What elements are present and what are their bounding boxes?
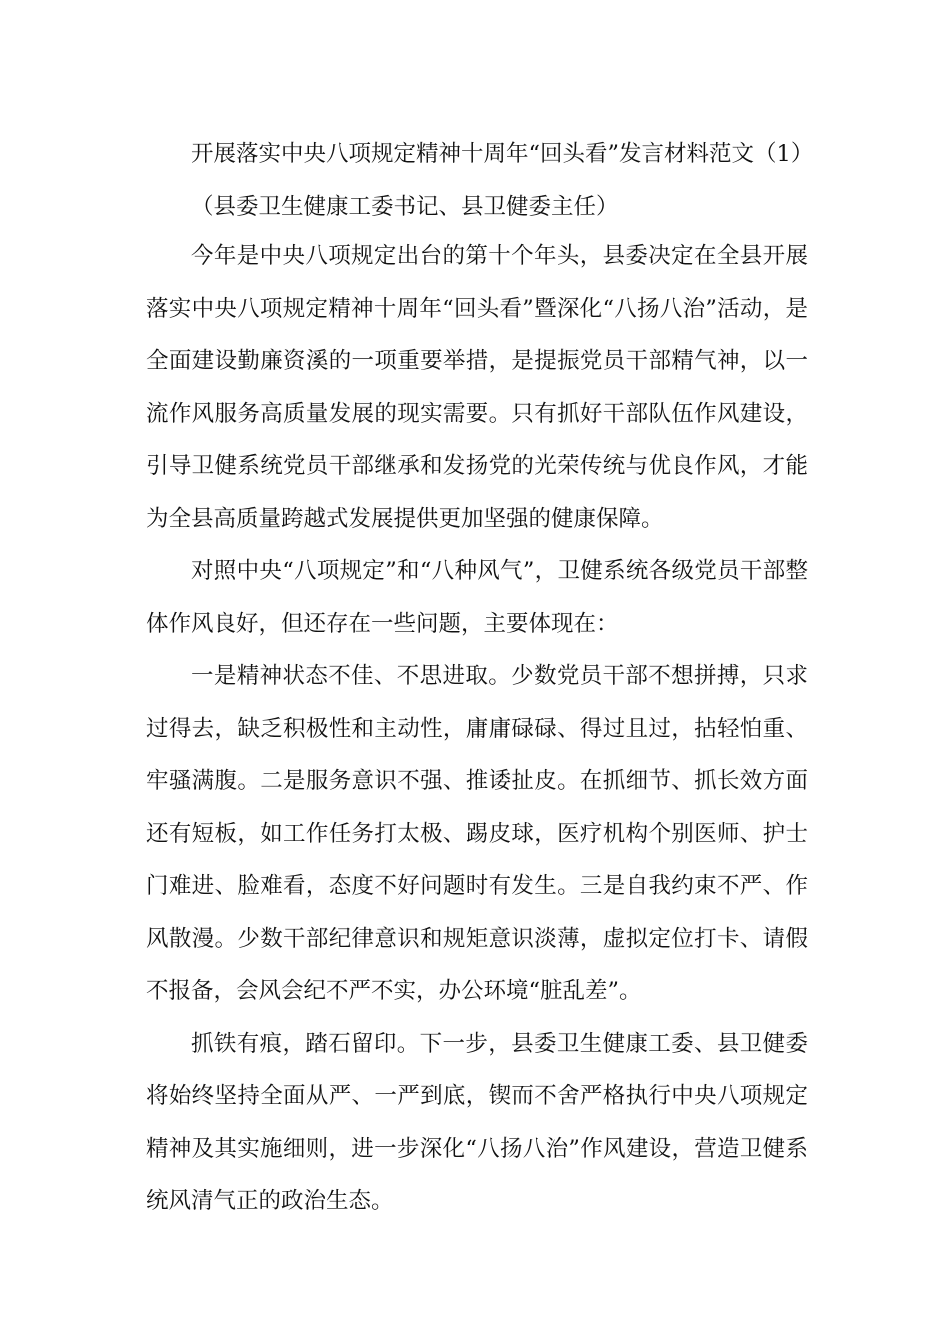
document-subtitle: （县委卫生健康工委书记、县卫健委主任） — [191, 194, 619, 220]
document-page — [146, 132, 814, 1228]
paragraph-intro: 今年是中央八项规定出台的第十个年头，县委决定在全县开展落实中央八项规定精神十周年“回头看”暨深化“八扬八治”活动，是全面建设勤廉资溪的一项重要举措，是提振党员干部精气神，以一流作风服务高质量发展的现实需要。只有抓好干部队伍作风建设，引导卫健系统党员干部继承和发扬党的光荣传统与优良作风，才能为全县高质量跨越式发展提供更加坚强的健康保障。 — [146, 243, 808, 532]
paragraph-problems: 一是精神状态不佳、不思进取。少数党员干部不想拼搏，只求过得去，缺乏积极性和主动性，庸庸碌碌、得过且过，拈轻怕重、牢骚满腹。二是服务意识不强、推诿扯皮。在抓细节、抓长效方面还有短板，如工作任务打太极、踢皮球，医疗机构个别医师、护士门难进、脸难看，态度不好问题时有发生。三是自我约束不严、作风散漫。少数干部纪律意识和规矩意识淡薄，虚拟定位打卡、请假不报备，会风会纪不严不实，办公环境“脏乱差”。 — [146, 663, 808, 1004]
document-title: 开展落实中央八项规定精神十周年“回头看”发言材料范文（1） — [191, 141, 814, 167]
paragraph-comparison: 对照中央“八项规定”和“八种风气”，卫健系统各级党员干部整体作风良好，但还存在一些问题，主要体现在： — [146, 558, 808, 637]
paragraph-next-steps: 抓铁有痕，踏石留印。下一步，县委卫生健康工委、县卫健委将始终坚持全面从严、一严到底，锲而不舍严格执行中央八项规定精神及其实施细则，进一步深化“八扬八治”作风建设，营造卫健系统风清气正的政治生态。 — [146, 1030, 808, 1214]
